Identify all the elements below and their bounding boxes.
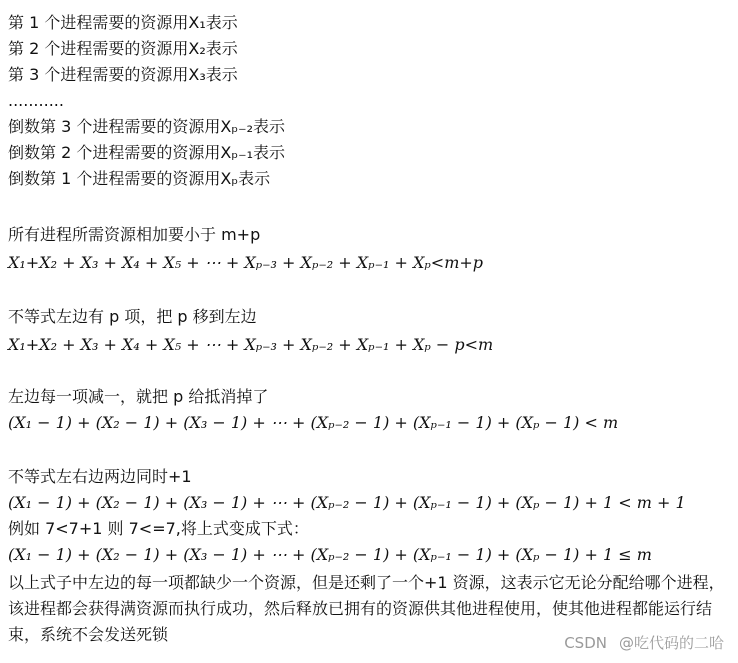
conclusion-paragraph: 以上式子中左边的每一项都缺少一个资源，但是还剩了一个+1 资源，这表示它无论分配给哪个进程，该进程都会获得满资源而执行成功，然后释放已拥有的资源供其他进程使用，使其他进程都能运行结束，系统不会发送死锁 (8, 573, 725, 644)
text-line-last-2: 倒数第 2 个进程需要的资源用Xₚ₋₁表示 (8, 143, 286, 162)
text-line-process-3: 第 3 个进程需要的资源用X₃表示 (8, 65, 238, 84)
watermark-brand: CSDN (564, 634, 607, 652)
text-line-last-3: 倒数第 3 个进程需要的资源用Xₚ₋₂表示 (8, 117, 286, 136)
equation-add-one: (X₁ − 1) + (X₂ − 1) + (X₃ − 1) + ⋯ + (Xₚ₋₂ − 1) + (Xₚ₋₁ − 1) + (Xₚ − 1) + 1 < m + 1 (8, 493, 686, 512)
text-line-process-1: 第 1 个进程需要的资源用X₁表示 (8, 13, 238, 32)
equation-le: (X₁ − 1) + (X₂ − 1) + (X₃ − 1) + ⋯ + (Xₚ₋₂ − 1) + (Xₚ₋₁ − 1) + (Xₚ − 1) + 1 ≤ m (8, 545, 652, 564)
move-p-statement: 不等式左边有 p 项，把 p 移到左边 (8, 307, 257, 326)
text-line-last-1: 倒数第 1 个进程需要的资源用Xₚ表示 (8, 169, 271, 188)
ellipsis-line: ........... (8, 91, 64, 110)
equation-minus-p: X₁+X₂ + X₃ + X₄ + X₅ + ⋯ + Xₚ₋₃ + Xₚ₋₂ + Xₚ₋₁ + Xₚ − p<m (8, 335, 494, 354)
equation-subtract-one: (X₁ − 1) + (X₂ − 1) + (X₃ − 1) + ⋯ + (Xₚ₋₂ − 1) + (Xₚ₋₁ − 1) + (Xₚ − 1) < m (8, 413, 619, 432)
watermark-author: @吃代码的二哈 (618, 634, 724, 652)
subtract-one-statement: 左边每一项减一，就把 p 给抵消掉了 (8, 387, 269, 406)
sum-statement: 所有进程所需资源相加要小于 m+p (8, 225, 261, 244)
watermark (564, 632, 724, 653)
equation-sum: X₁+X₂ + X₃ + X₄ + X₅ + ⋯ + Xₚ₋₃ + Xₚ₋₂ + Xₚ₋₁ + Xₚ<m+p (8, 253, 484, 272)
example-statement: 例如 7<7+1 则 7<=7,将上式变成下式： (8, 519, 309, 538)
add-one-statement: 不等式左右边两边同时+1 (8, 467, 192, 486)
text-line-process-2: 第 2 个进程需要的资源用X₂表示 (8, 39, 238, 58)
